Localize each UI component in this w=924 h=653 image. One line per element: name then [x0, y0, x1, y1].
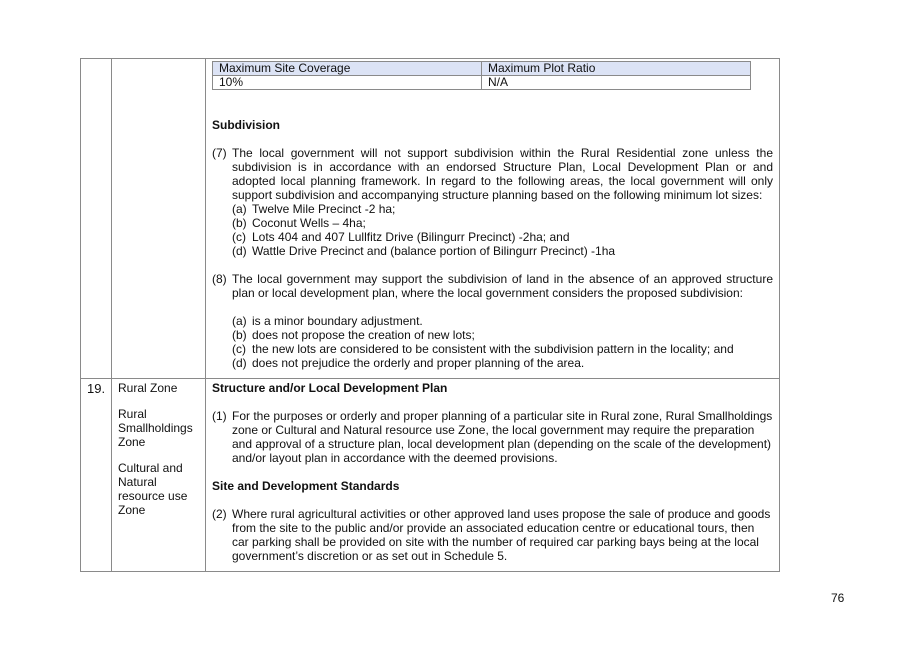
clause-number: (1) [212, 409, 227, 423]
item-text: Coconut Wells – 4ha; [252, 216, 366, 230]
list-item [232, 202, 773, 216]
provisions-cell [206, 379, 780, 572]
table-row [81, 379, 780, 572]
item-text: the new lots are considered to be consistent with the subdivision pattern in the locality; and [252, 342, 734, 356]
item-label: (b) [232, 328, 247, 342]
item-text: Twelve Mile Precinct -2 ha; [252, 202, 396, 216]
zone-name: Rural Zone [118, 381, 178, 395]
zone-name: Cultural and Natural resource use Zone [118, 461, 188, 517]
subdivision-criteria-list [232, 314, 773, 370]
clause-1 [212, 409, 773, 465]
item-text: does not prejudice the orderly and proper planning of the area. [252, 356, 585, 370]
table-row [213, 62, 751, 76]
clause-text: The local government may support the subdivision of land in the absence of an approved structure plan or local development plan, where the local government considers the proposed subdivision: [232, 272, 773, 300]
site-coverage-table [212, 61, 751, 90]
lot-size-list [232, 202, 773, 258]
table-row [213, 76, 751, 90]
item-text: Wattle Drive Precinct and (balance portion of Bilingurr Precinct) -1ha [252, 244, 616, 258]
plot-ratio-value: N/A [482, 76, 751, 90]
item-text: does not propose the creation of new lots; [252, 328, 475, 342]
clause-8 [212, 272, 773, 300]
subdivision-heading: Subdivision [212, 118, 281, 132]
list-item [232, 244, 773, 258]
clause-text: Where rural agricultural activities or other approved land uses propose the sale of produce and goods from the site to the public and/or provide an associated education centre or educational tours, then car parking shall be provided on site with the number of required car parking bays being at the local government’s discretion or as set out in Schedule 5. [232, 507, 771, 563]
row-number-cell [81, 59, 112, 379]
clause-text: For the purposes or orderly and proper planning of a particular site in Rural zone, Rural Smallholdings zone or Cultural and Natural resource use Zone, the local government may require the preparation and approval of a structure plan, local development plan (depending on the scale of the development) and/or layout plan in accordance with the deemed provisions. [232, 409, 773, 465]
provisions-cell [206, 59, 780, 379]
list-item [232, 314, 773, 328]
structure-plan-heading: Structure and/or Local Development Plan [212, 381, 448, 395]
provisions-table [80, 58, 780, 572]
zone-names-cell [112, 379, 206, 572]
list-item [232, 328, 773, 342]
item-label: (c) [232, 230, 246, 244]
row-number: 19. [81, 379, 112, 572]
item-text: Lots 404 and 407 Lullfitz Drive (Bilingurr Precinct) -2ha; and [252, 230, 570, 244]
plot-ratio-header: Maximum Plot Ratio [482, 62, 751, 76]
clause-number: (7) [212, 146, 227, 160]
clause-number: (2) [212, 507, 227, 521]
zone-cell [112, 59, 206, 379]
item-label: (d) [232, 356, 247, 370]
list-item [232, 230, 773, 244]
site-coverage-header: Maximum Site Coverage [213, 62, 482, 76]
clause-2 [212, 507, 773, 563]
item-label: (a) [232, 314, 247, 328]
item-label: (d) [232, 244, 247, 258]
list-item [232, 356, 773, 370]
clause-text: The local government will not support subdivision within the Rural Residential zone unless the subdivision is in accordance with an endorsed Structure Plan, Local Development Plan or and adopted local planning framework. In regard to the following areas, the local government will only support subdivision and accompanying structure planning based on the following minimum lot sizes: [232, 146, 773, 202]
site-standards-heading: Site and Development Standards [212, 479, 400, 493]
site-coverage-value: 10% [213, 76, 482, 90]
item-label: (a) [232, 202, 247, 216]
zone-name: Rural Smallholdings Zone [118, 407, 193, 449]
clause-number: (8) [212, 272, 227, 286]
clause-7 [212, 146, 773, 202]
list-item [232, 216, 773, 230]
item-text: is a minor boundary adjustment. [252, 314, 423, 328]
item-label: (b) [232, 216, 247, 230]
list-item [232, 342, 773, 356]
table-row [81, 59, 780, 379]
page-number: 76 [831, 591, 845, 605]
item-label: (c) [232, 342, 246, 356]
